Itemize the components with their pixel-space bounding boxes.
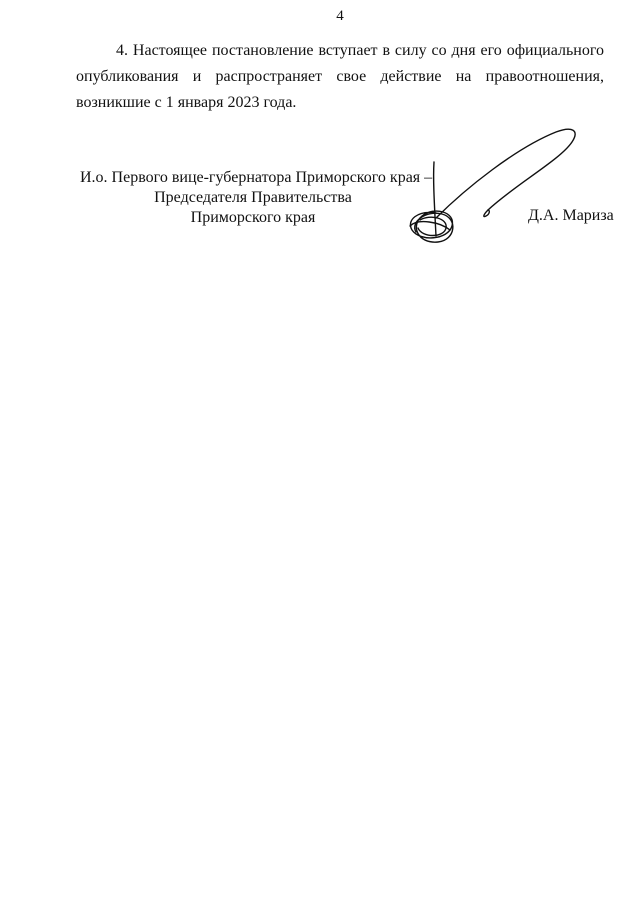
signatory-title bbox=[80, 168, 433, 228]
signatory-title-line-2: Председателя Правительства bbox=[154, 189, 352, 206]
signatory-title-line-1: И.о. Первого вице-губернатора Приморского края – bbox=[80, 169, 433, 186]
page-number: 4 bbox=[336, 8, 344, 24]
handwritten-signature-icon bbox=[396, 118, 586, 252]
signer-name: Д.А. Мариза bbox=[528, 207, 614, 224]
signatory-title-line-3: Приморского края bbox=[190, 209, 316, 226]
resolution-clause-4: 4. Настоящее постановление вступает в силу со дня его официального опубликования и распространяет свое действие на правоотношения, возникшие с 1 января 2023 года. bbox=[76, 42, 604, 111]
